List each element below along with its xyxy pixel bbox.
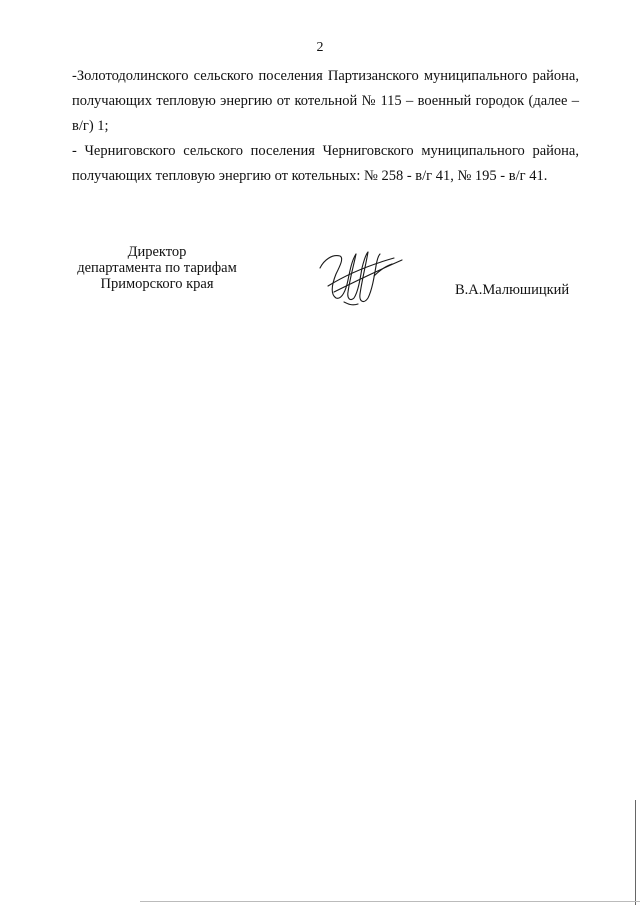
signer-name: В.А.Малюшицкий bbox=[455, 282, 570, 298]
handwritten-signature bbox=[314, 246, 406, 308]
signatory-title-line-1: Директор bbox=[127, 244, 187, 260]
scan-edge-line bbox=[635, 800, 636, 905]
paragraph-chernigovskoe: - Черниговского сельского поселения Черниговского муниципального района, получающих тепловую энергию от котельных: № 258 - в/г 41, № 195 - в/г 41. bbox=[72, 143, 579, 184]
signatory-title bbox=[72, 244, 242, 292]
paragraph-zolotodolinskoe: -Золотодолинского сельского поселения Партизанского муниципального района, получающих тепловую энергию от котельной № 115 – военный городок (далее – в/г) 1; bbox=[72, 68, 579, 134]
signatory-title-line-2: департамента по тарифам bbox=[77, 260, 237, 276]
signatory-title-line-3: Приморского края bbox=[100, 276, 214, 292]
document-body bbox=[72, 64, 579, 189]
page-number: 2 bbox=[316, 40, 324, 55]
scan-bottom-line bbox=[140, 901, 640, 902]
